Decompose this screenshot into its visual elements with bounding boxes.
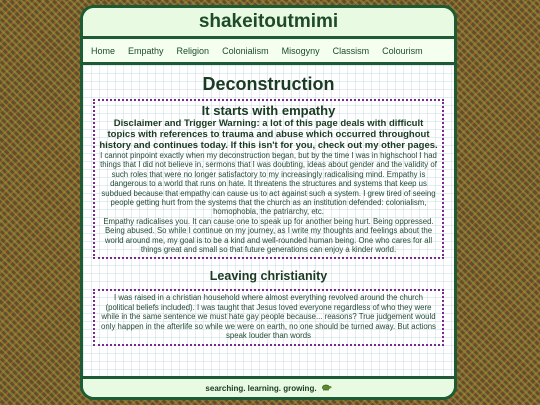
section-heading-empathy: It starts with empathy <box>201 103 336 118</box>
footer-text: searching. learning. growing. <box>205 383 317 393</box>
site-footer <box>83 379 454 397</box>
empathy-section <box>93 99 444 259</box>
nav-link-home[interactable]: Home <box>91 45 116 56</box>
section-heading-leaving-christianity: Leaving christianity <box>209 269 328 284</box>
nav-link-misogyny[interactable]: Misogyny <box>281 45 320 56</box>
site-title[interactable]: shakeitoutmimi <box>198 11 339 32</box>
page-title: Deconstruction <box>202 74 335 94</box>
nav-link-classism[interactable]: Classism <box>332 45 370 56</box>
turtle-icon <box>321 383 332 393</box>
empathy-paragraph-1: I cannot pinpoint exactly when my deconstruction began, but by the time I was in highschool I had things that I did not believe in, sermons that I was doubting, ideas about gender and the validity of such roles that were no longer satisfactory to my increasingly radicalising mind. Empathy is dangerous to a world that runs on hate. It threatens the structures and systems that keep us subdued because that empathy can cause us to act against such a system. I grew tired of seeing people getting hurt from the systems that the church as an institution defended: colonialism, homophobia, the patriarchy, etc. <box>100 151 437 217</box>
empathy-paragraph-2: Empathy radicalises you. It can cause one to speak up for another being hurt. Being oppressed. Being abused. So while I continue on my journey, as I write my thoughts and feelings about the world around me, my goal is to be a kind and well-rounded human being. One who cares for all things great and small so that future generations can enjoy a kinder world. <box>103 216 434 255</box>
site-container <box>80 5 457 400</box>
nav-link-religion[interactable]: Religion <box>176 45 210 56</box>
nav-link-empathy[interactable]: Empathy <box>128 45 164 56</box>
main-content[interactable] <box>83 65 454 379</box>
christianity-paragraph: I was raised in a christian household where almost everything revolved around the church (political beliefs included). I was taught that Jesus loved everyone regardless of who they were while in the same sentence we must hate gay people because... reasons? True judgement would only happen in the afterlife so while we were on earth, no one should be turned away. But actions speak louder than words <box>101 293 436 341</box>
site-header <box>83 8 454 39</box>
trigger-warning: Disclaimer and Trigger Warning: a lot of this page deals with difficult topics with references to trauma and abuse which occurred throughout history and continues today. If this isn't for you, check out my other pages. <box>99 118 438 151</box>
nav-bar <box>83 39 454 65</box>
nav-link-colourism[interactable]: Colourism <box>382 45 423 56</box>
nav-link-colonialism[interactable]: Colonialism <box>222 45 269 56</box>
christianity-section <box>93 289 444 345</box>
